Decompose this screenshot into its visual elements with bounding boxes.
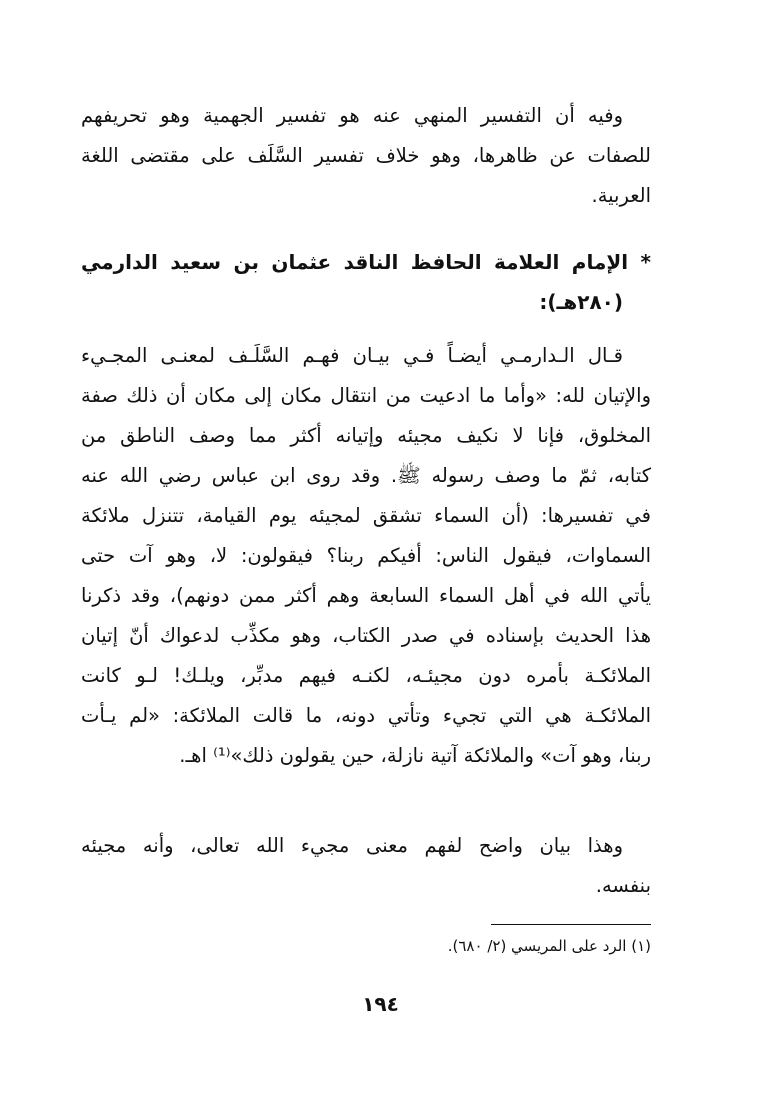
intro-line: العربية. — [591, 184, 651, 207]
quote-paragraph — [81, 336, 651, 776]
intro-paragraph — [81, 96, 651, 216]
quote-line: السماوات، فيقول الناس: أفيكم ربنا؟ فيقولون: لا، وهو آت حتى — [81, 544, 651, 567]
quote-line: الملائكـة بأمره دون مجيئـه، لكنـه فيهم مدبِّر، ويلـك! لـو كانت — [81, 664, 651, 687]
quote-line: ربنا، وهو آت» والملائكة آتية نازلة، حين يقولون ذلك»⁽¹⁾ اهـ. — [179, 744, 651, 767]
closing-paragraph — [81, 826, 651, 906]
heading-line: (٢٨٠هـ): — [539, 290, 623, 314]
closing-line: بنفسه. — [595, 874, 651, 897]
section-heading — [81, 242, 651, 322]
quote-line: والإتيان لله: «وأما ما ادعيت من انتقال مكان إلى مكان أن ذلك صفة — [81, 384, 651, 407]
intro-line: للصفات عن ظاهرها، وهو خلاف تفسير السَّلَف على مقتضى اللغة — [81, 144, 651, 167]
quote-line: يأتي الله في أهل السماء السابعة وهم أكثر ممن دونهم)، وقد ذكرنا — [81, 584, 651, 607]
heading-line: * الإمام العلامة الحافظ الناقد عثمان بن سعيد الدارمي — [81, 250, 651, 274]
quote-line: المخلوق، فإنا لا نكيف مجيئه وإتيانه أكثر مما وصف الناطق من — [81, 424, 651, 447]
quote-line: هذا الحديث بإسناده في صدر الكتاب، وهو مكذِّب لدعواك أنّ إتيان — [81, 624, 651, 647]
closing-line: وهذا بيان واضح لفهم معنى مجيء الله تعالى، وأنه مجيئه — [81, 834, 623, 857]
footnote-divider — [491, 924, 651, 925]
page-number: ١٩٤ — [362, 992, 399, 1016]
intro-line: وفيه أن التفسير المنهي عنه هو تفسير الجهمية وهو تحريفهم — [81, 104, 623, 127]
quote-line: قـال الـدارمـي أيضـاً فـي بيـان فهـم السَّلَـف لمعنـى المجـيء — [81, 344, 623, 367]
quote-line: في تفسيرها: (أن السماء تشقق لمجيئه يوم القيامة، تتنزل ملائكة — [81, 504, 651, 527]
quote-line: كتابه، ثمّ ما وصف رسوله ﷺ. وقد روى ابن عباس رضي الله عنه — [81, 464, 651, 487]
quote-line: الملائكـة هي التي تجيء وتأتي دونه، ما قالت الملائكة: «لم يـأت — [81, 704, 651, 727]
footnote: (١) الرد على المريسي (٢/ ٦٨٠). — [447, 937, 651, 955]
